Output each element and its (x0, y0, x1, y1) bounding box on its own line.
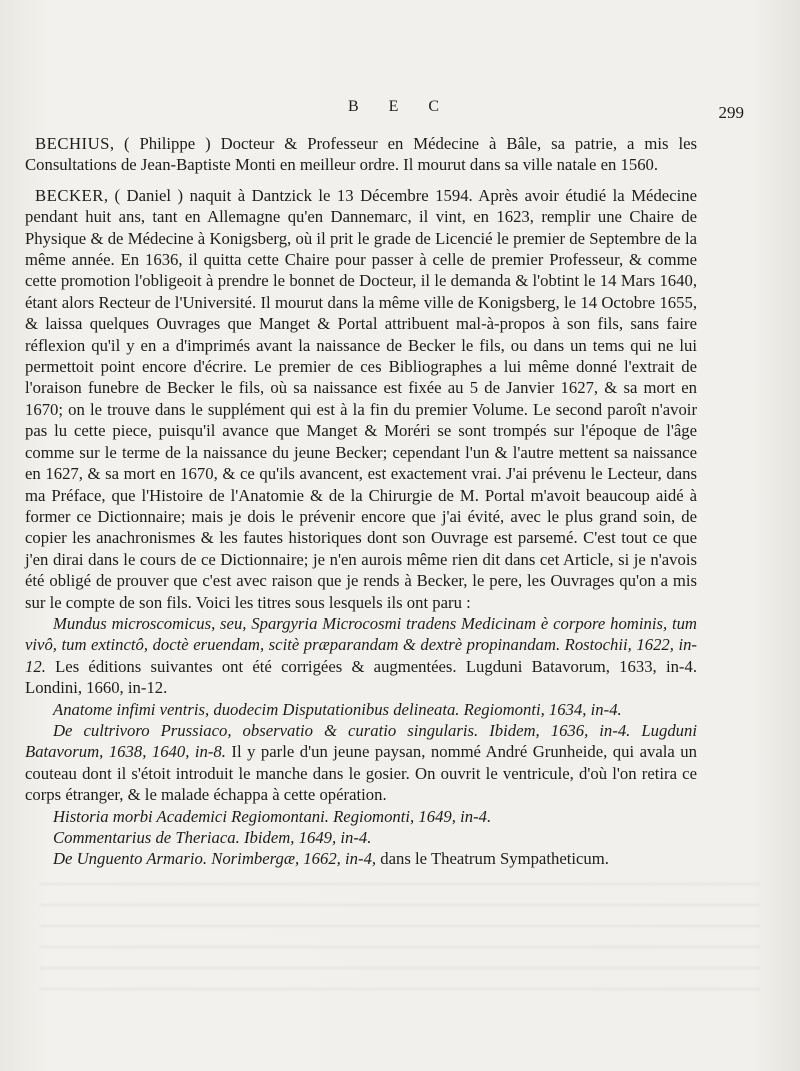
entry-bechius (25, 133, 697, 176)
work-item (25, 827, 697, 848)
work-item (25, 720, 697, 806)
work-note: Les éditions suivantes ont été corrigées & augmentées. Lugduni Batavorum, 1633, in-4. Londini, 1660, in-12. (25, 656, 697, 698)
work-item (25, 613, 697, 699)
work-title: De cultrivoro Prussiaco, observatio & curatio singularis. Ibidem, 1636, in-4. Lugduni Batavorum, 1638, 1640, in-8. (25, 720, 697, 762)
work-title: Anatome infimi ventris, duodecim Disputationibus delineata. Regiomonti, 1634, in-4. (53, 699, 622, 719)
work-title: Commentarius de Theriaca. Ibidem, 1649, in-4. (53, 828, 372, 847)
work-title: Historia morbi Academici Regiomontani. Regiomonti, 1649, in-4. (53, 806, 492, 826)
entry-name: BECKER (35, 185, 104, 205)
bleed-through-texture (40, 870, 760, 990)
work-note: dans le Theatrum Sympatheticum. (376, 849, 609, 869)
work-note: Il y parle d'un jeune paysan, nommé André Grunheide, qui avala un couteau dont il s'étoit introduit le manche dans le gosier. On ouvrit le ventricule, d'où l'on retira ce corps étranger, & le malade échappa à cette opération. (25, 742, 697, 805)
work-title: Mundus microscomicus, seu, Spargyria Microcosmi tradens Medicinam è corpore hominis, tum vivô, tum extinctô, doctè eruendam, scitè præparandam & dextrè propinandam. Rostochii, 1622, in-12. (25, 613, 697, 676)
work-item (25, 848, 697, 869)
page-body (25, 133, 697, 870)
page-number: 299 (718, 103, 744, 122)
entry-name: BECHIUS (35, 134, 110, 153)
work-item (25, 806, 697, 827)
entry-text: , ( Philippe ) Docteur & Professeur en Médecine à Bâle, sa patrie, a mis les Consultations de Jean-Baptiste Monti en meilleur ordre. Il mourut dans sa ville natale en 1560. (25, 134, 697, 175)
work-title: De Unguento Armario. Norimbergæ, 1662, in-4, (53, 849, 377, 869)
entry-becker (25, 185, 697, 613)
entry-text: , ( Daniel ) naquit à Dantzick le 13 Décembre 1594. Après avoir étudié la Médecine pendant huit ans, tant en Allemagne qu'en Dannemarc, il vint, en 1623, remplir une Chaire de Physique & de Médecine à Konigsberg, où il prit le grade de Licencié le premier de Septembre de la même année. En 1636, il quitta cette Chaire pour passer à celle de premier Professeur, & comme cette promotion l'obligeoit à prendre le bonnet de Docteur, il le demanda & l'obtint le 14 Mars 1640, étant alors Recteur de l'Université. Il mourut dans la même ville de Konigsberg, le 14 Octobre 1655, & laissa quelques Ouvrages que Manget & Portal attribuent mal-à-propos à son fils, sans faire réflexion qu'il y en a d'imprimés avant la naissance de Becker le fils, ou dans un tems qui ne lui permettoit point encore d'écrire. Le premier de ces Bibliographes a lui même donné l'extrait de l'oraison funebre de Becker le fils, où sa naissance est fixée au 5 de Janvier 1627, & sa mort en 1670; on le trouve dans le supplément qui est à la fin du premier Volume. Le second paroît n'avoir pas lu cette piece, puisqu'il avance que Manget & Moréri se sont trompés sur l'époque de l'âge comme sur le terme de la naissance du jeune Becker; cependant l'un & l'autre mettent sa naissance en 1627, & sa mort en 1670, & ce qu'ils avancent, est exactement vrai. J'ai prévenu le Lecteur, dans ma Préface, que l'Histoire de l'Anatomie & de la Chirurgie de M. Portal m'avoit beaucoup aidé à former ce Dictionnaire; mais je dois le prévenir encore que j'ai évité, avec le plus grand soin, de copier les anachronismes & les fautes historiques dont son Ouvrage est parsemé. C'est tout ce que j'en dirai dans le cours de ce Dictionnaire; je n'en aurois même rien dit dans cet Article, si je n'avois été obligé de prouver que c'est avec raison que je rends à Becker, le pere, les Ouvrages qu'on a mis sur le compte de son fils. Voici les titres sous lesquels ils ont paru : (25, 185, 697, 612)
work-item (25, 699, 697, 720)
running-head: B E C (347, 98, 453, 115)
